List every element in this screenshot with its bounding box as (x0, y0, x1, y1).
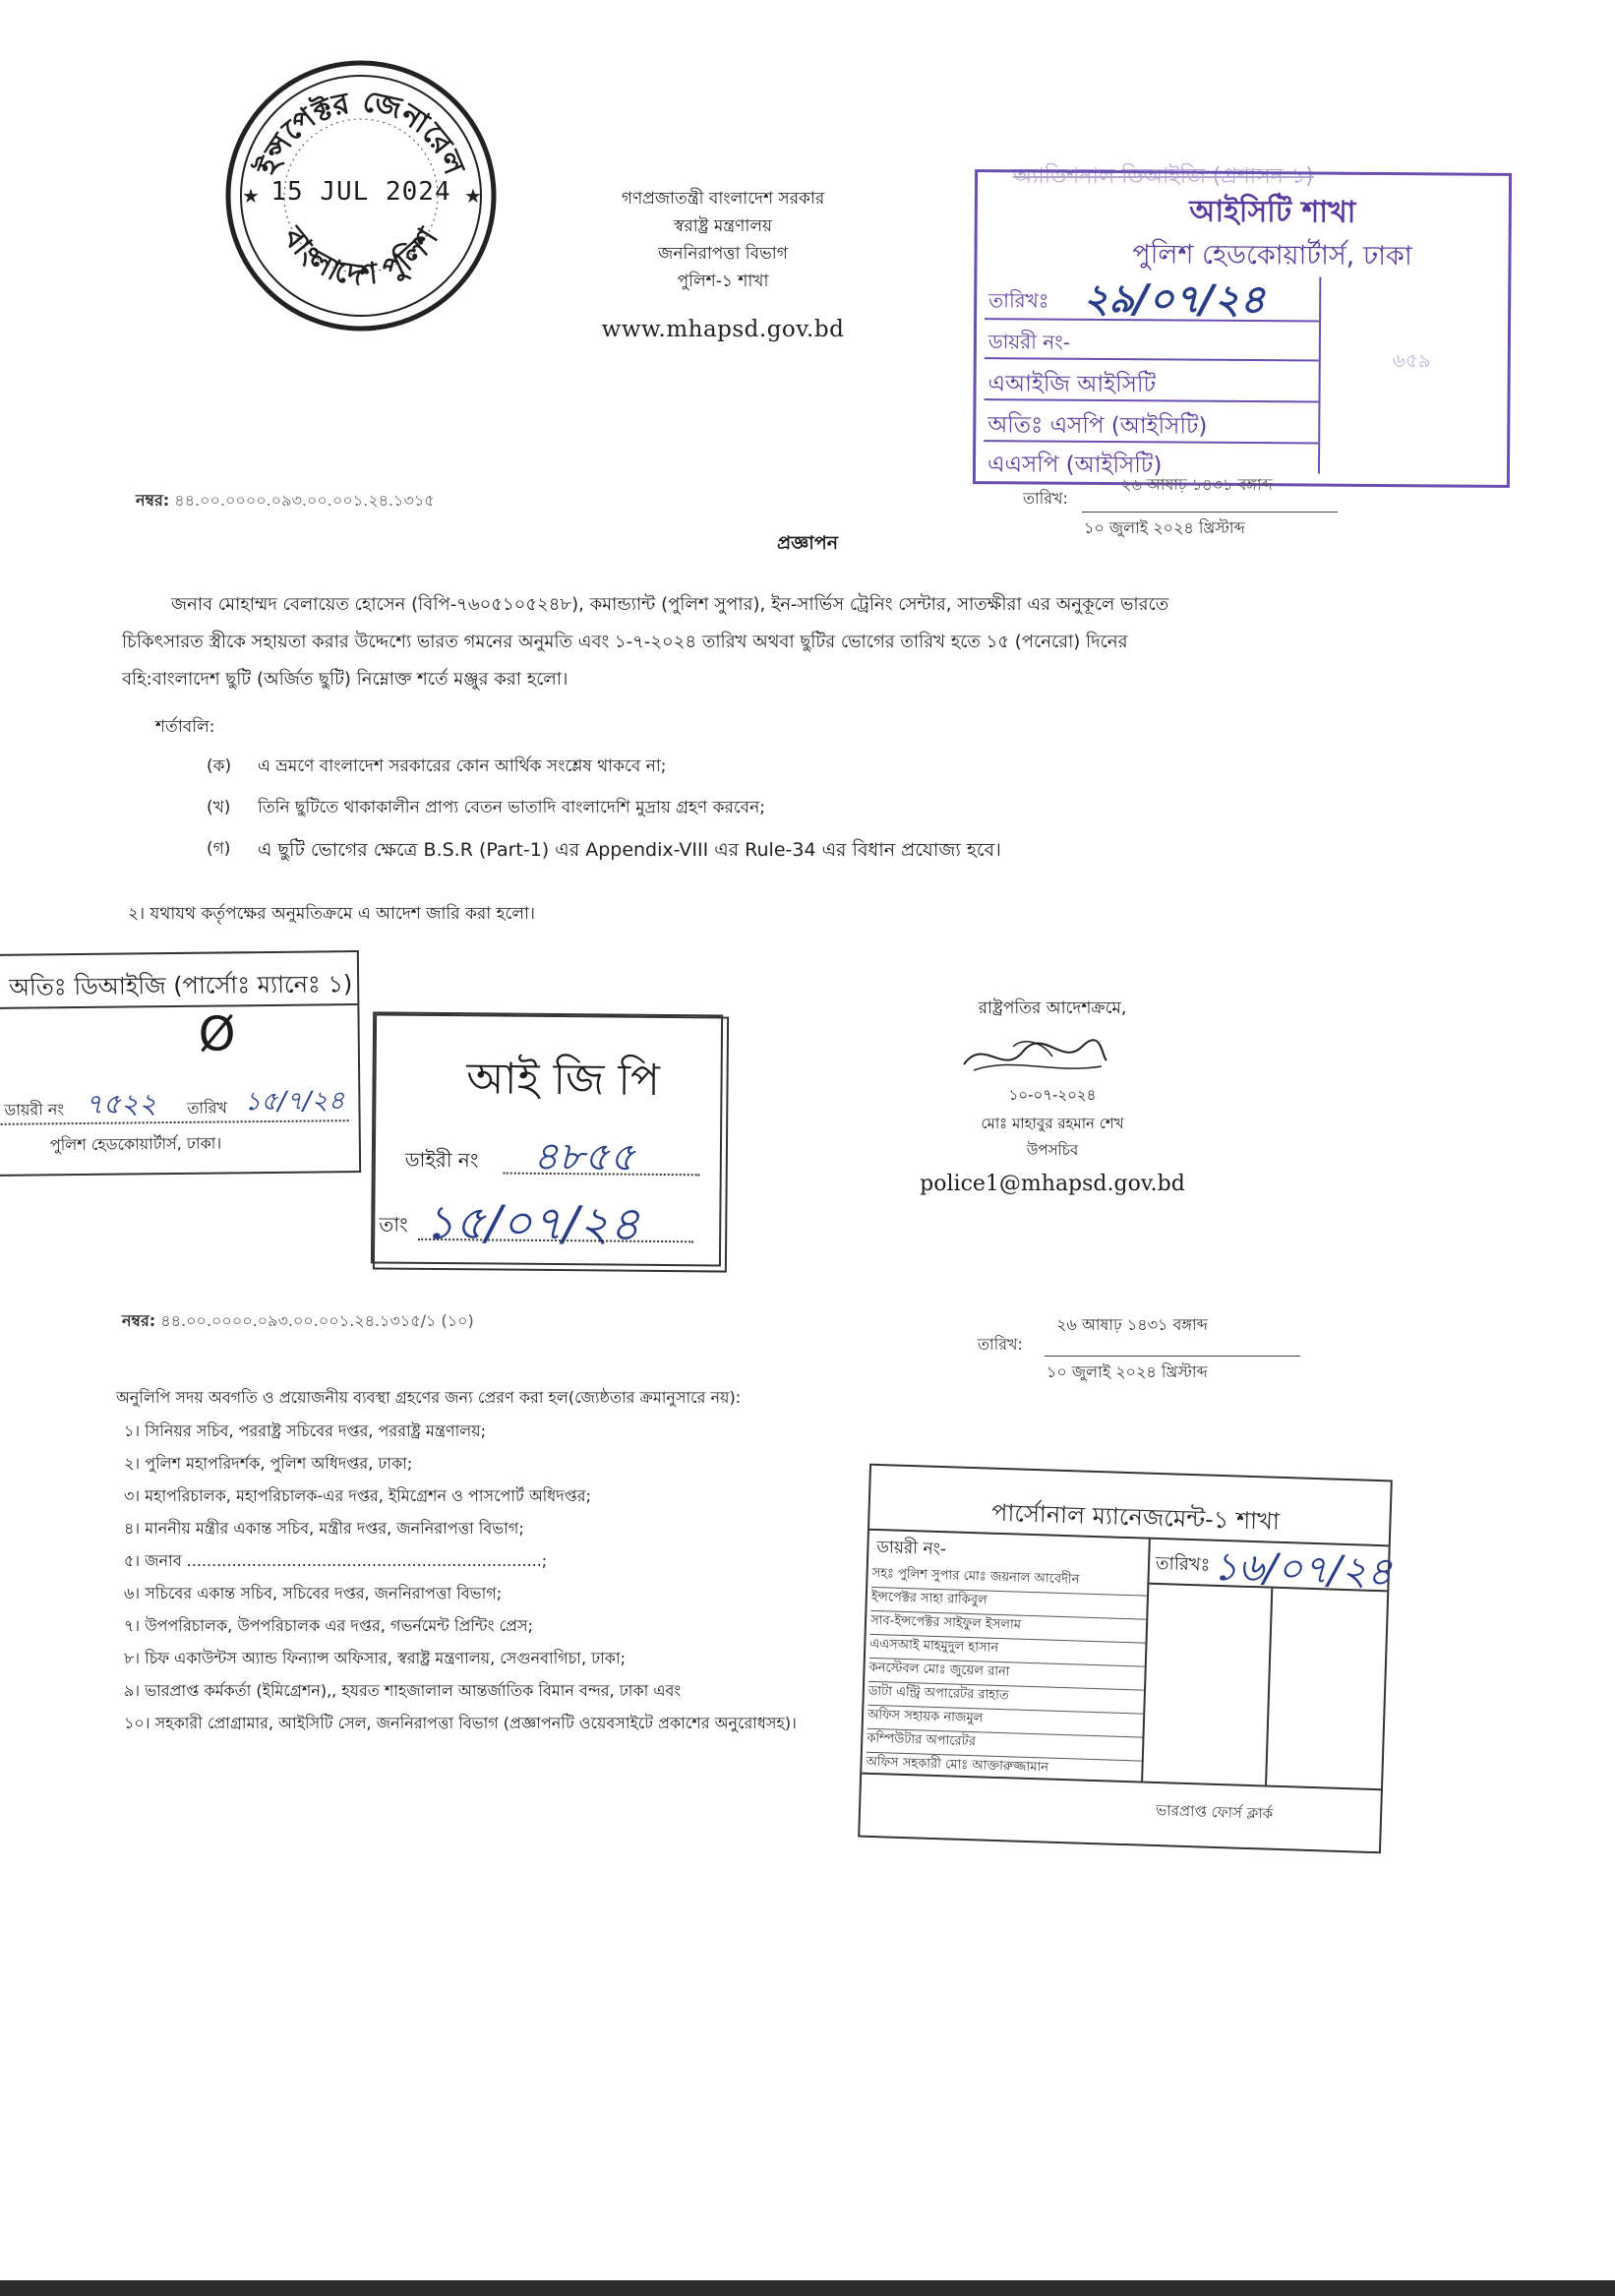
header-section: পুলিশ-১ শাখা (677, 272, 769, 291)
signature-image (846, 1023, 1259, 1080)
ict-row-1 (984, 359, 1318, 402)
copy-to-item: ৪। মাননীয় মন্ত্রীর একান্ত সচিব, মন্ত্রীর দপ্তর, জননিরাপত্তা বিভাগ; (124, 1519, 524, 1538)
ict-stamp-faded-header: অ্যাডিশনাল ডিআইজি (প্রশাসন-১) (1013, 164, 1314, 189)
memo1-date-bangla: ২৬ আষাঢ় ১৪৩১ বঙ্গাব্দ (1121, 475, 1273, 494)
memo1-number-label: নম্বর: (136, 491, 170, 510)
header-ministry: স্বরাষ্ট্র মন্ত্রণালয় (674, 216, 772, 236)
copy-to-intro: অনুলিপি সদয় অবগতি ও প্রয়োজনীয় ব্যবস্থা গ্রহণের জন্য প্রেরণ করা হল(জ্যেষ্ঠতার ক্রমানুসারে নয়): (116, 1388, 742, 1407)
pm-row: অফিস সহায়ক নাজমুল (867, 1706, 1144, 1738)
memo1-number-row (136, 488, 435, 514)
body-paragraph-2: ২। যথাযথ কর্তৃপক্ষের অনুমতিক্রমে এ আদেশ জারি করা হলো। (128, 904, 536, 924)
scan-bottom-edge (0, 2280, 1615, 2296)
body-line-3: বহি:বাংলাদেশ ছুটি (অর্জিত ছুটি) নিম্নোক্ত শর্তে মঞ্জুর করা হলো। (122, 669, 568, 690)
memo1-date-english: ১০ জুলাই ২০২৪ খ্রিস্টাব্দ (1084, 518, 1245, 537)
signature-designation: উপসচিব (1026, 1141, 1079, 1159)
addl-dig-date-label: তারিখ (187, 1098, 228, 1118)
seal-star-left: ★ (242, 184, 260, 208)
condition-mark: (খ) (207, 798, 231, 817)
inspector-general-seal (218, 53, 504, 338)
pm-row: ইন্সপেক্টর সাহা রাকিবুল (870, 1588, 1147, 1620)
ict-date-handwritten: ২৯/০৭/২৪ (1083, 275, 1266, 324)
addl-dig-date: ১৫/৭/২৪ (244, 1086, 345, 1118)
addl-dig-diary-row (0, 1088, 348, 1125)
pm-stamp-title: পার্সোনাল ম্যানেজমেন্ট-১ শাখা (990, 1498, 1281, 1536)
signature-email: police1@mhapsd.gov.bd (920, 1172, 1185, 1196)
memo2-date-english: ১০ জুলাই ২০২৪ খ্রিস্টাব্দ (1047, 1362, 1208, 1381)
pm-row: ডাটা এন্ট্রি অপারেটর রাহাত (867, 1682, 1144, 1715)
signature-block (846, 996, 1259, 1196)
ict-row-3-text: এএসপি (আইসিটি) (987, 452, 1163, 479)
document-title: প্রজ্ঞাপন (776, 532, 839, 554)
addl-dig-stamp (0, 950, 361, 1177)
pm-row: কনস্টেবল মোঃ জুয়েল রানা (868, 1659, 1145, 1691)
pm-rows (866, 1564, 1148, 1784)
condition-text: এ ছুটি ভোগের ক্ষেত্রে B.S.R (Part-1) এর Appendix-VIII এর Rule-34 এর বিধান প্রযোজ্য হবে। (258, 839, 1001, 861)
memo2-number-row (122, 1308, 474, 1335)
condition-text: তিনি ছুটিতে থাকাকালীন প্রাপ্য বেতন ভাতাদি বাংলাদেশি মুদ্রায় গ্রহণ করবেন; (258, 798, 765, 817)
condition-item (207, 795, 1190, 836)
pm-stamp-footer: ভারপ্রাপ্ত ফোর্স ক্লার্ক (1155, 1801, 1274, 1823)
igp-date-label: তাং (379, 1212, 408, 1237)
igp-date-row (379, 1192, 703, 1252)
svg-text:ইন্সপেক্টর জেনারেল (249, 85, 471, 182)
signature-order-line: রাষ্ট্রপতির আদেশক্রমে, (978, 998, 1127, 1018)
igp-date: ১৫/০৭/২৪ (424, 1194, 640, 1252)
copy-to-item: ৯। ভারপ্রাপ্ত কর্মকর্তা (ইমিগ্রেশন),, হযরত শাহজালাল আন্তর্জাতিক বিমান বন্দর, ঢাকা এবং (124, 1681, 682, 1700)
copy-to-item: ১। সিনিয়র সচিব, পররাষ্ট্র সচিবের দপ্তর, পররাষ্ট্র মন্ত্রণালয়; (124, 1421, 486, 1440)
memo1-number: ৪৪.০০.০০০০.০৯৩.০০.০০১.২৪.১৩১৫ (174, 491, 435, 510)
copy-to-item: ৩। মহাপরিচালক, মহাপরিচালক-এর দপ্তর, ইমিগ্রেশন ও পাসপোর্ট অধিদপ্তর; (124, 1486, 591, 1505)
addl-dig-stamp-title: অতিঃ ডিআইজি (পার্সোঃ ম্যানেঃ ১) (9, 970, 353, 1001)
pm-stamp (858, 1464, 1393, 1854)
pm-diary-label: ডায়রী নং- (876, 1538, 947, 1560)
conditions-list (207, 754, 1190, 877)
copy-to-item: ৬। সচিবের একান্ত সচিব, সচিবের দপ্তর, জননিরাপত্তা বিভাগ; (124, 1584, 503, 1602)
ict-row-diary (985, 320, 1319, 361)
copy-to-item: ৮। চিফ একাউন্টস অ্যান্ড ফিন্যান্স অফিসার, স্বরাষ্ট্র মন্ত্রণালয়, সেগুনবাগিচা, ঢাকা; (124, 1649, 627, 1667)
body-line-2: চিকিৎসারত স্ত্রীকে সহায়তা করার উদ্দেশ্যে ভারত গমনের অনুমতি এবং ১-৭-২০২৪ তারিখ অথবা ছুটির ভোগের তারিখ হতে ১৫ (পনেরো) দিনের (122, 632, 1128, 652)
addl-dig-diary-label: ডায়রী নং (4, 1100, 65, 1119)
pm-date-label: তারিখঃ (1155, 1552, 1211, 1576)
condition-mark: (ক) (207, 756, 232, 776)
ict-row-date (985, 274, 1319, 322)
header-division: জননিরাপত্তা বিভাগ (658, 244, 788, 264)
copy-to-section (116, 1381, 962, 1739)
memo1-date-label: তারিখ: (1023, 489, 1068, 508)
header-govt: গণপ্রজাতন্ত্রী বাংলাদেশ সরকার (621, 189, 825, 209)
memo2-date-label: তারিখ: (978, 1335, 1023, 1354)
pm-row: অফিস সহকারী মোঃ আক্তারুজ্জামান (866, 1754, 1049, 1776)
condition-text: এ ভ্রমণে বাংলাদেশ সরকারের কোন আর্থিক সংশ্লেষ থাকবে না; (258, 756, 667, 776)
copy-to-item: ৭। উপপরিচালক, উপপরিচালক এর দপ্তর, গভর্নমেন্ট প্রিন্টিং প্রেস; (124, 1616, 533, 1635)
seal-star-right: ★ (464, 184, 482, 208)
document-header (551, 185, 895, 342)
ict-stamp-table (984, 274, 1498, 481)
conditions-heading: শর্তাবলি: (155, 717, 215, 737)
igp-stamp-title: আই জি পি (466, 1054, 661, 1106)
condition-item (207, 836, 1190, 877)
memo2-date-bangla: ২৬ আষাঢ় ১৪৩১ বঙ্গাব্দ (1056, 1315, 1208, 1334)
ict-row-1-text: এআইজি আইসিটি (987, 371, 1157, 398)
ict-date-label: তারিখঃ (988, 288, 1049, 313)
ict-side-scribble: ৬৫৯ (1392, 348, 1431, 373)
header-website: www.mhapsd.gov.bd (601, 317, 845, 342)
igp-diary-row (404, 1133, 700, 1180)
addl-dig-handwritten-mark: Ø (198, 1006, 236, 1062)
pm-row: কম্পিউটার অপারেটর (867, 1729, 1143, 1762)
signature-name: মোঃ মাহাবুর রহমান শেখ (981, 1115, 1124, 1132)
igp-diary-no: ৪৮৫৫ (532, 1133, 635, 1180)
pm-row: সহঃ পুলিশ সুপার মোঃ জয়নাল আবেদীন (871, 1564, 1148, 1597)
ict-stamp-subtitle: পুলিশ হেডকোয়ার্টার্স, ঢাকা (1132, 239, 1412, 272)
seal-top-text: ইন্সপেক্টর জেনারেল (250, 84, 472, 180)
addl-dig-diary-no: ৭৫২২ (85, 1087, 157, 1120)
condition-item (207, 754, 1190, 795)
seal-date: 15 JUL 2024 (270, 177, 451, 207)
ict-stamp (974, 157, 1511, 487)
condition-mark: (গ) (207, 839, 231, 859)
signature-date: ১০-০৭-২০২৪ (1008, 1086, 1097, 1104)
ict-row-2-text: অতিঃ এসপি (আইসিটি) (987, 412, 1208, 440)
copy-to-item: ২। পুলিশ মহাপরিদর্শক, পুলিশ অধিদপ্তর, ঢাকা; (124, 1454, 413, 1473)
ict-diary-label: ডায়রী নং- (987, 330, 1071, 354)
ict-stamp-title: আইসিটি শাখা (1189, 194, 1356, 230)
seal-bottom-text: বাংলাদেশ পুলিশ (275, 220, 446, 293)
igp-diary-label: ডাইরী নং (404, 1147, 479, 1173)
ict-row-2 (984, 400, 1318, 444)
ict-stamp-box (973, 169, 1512, 488)
memo2-number: ৪৪.০০.০০০০.০৯৩.০০.০০১.২৪.১৩১৫/১ (১০) (160, 1311, 474, 1330)
pm-date: ১৬/০৭/২৪ (1212, 1543, 1394, 1596)
body-paragraph-1 (122, 586, 1322, 698)
copy-to-item: ৫। জনাব .......................................................................; (124, 1551, 548, 1570)
copy-to-list (116, 1415, 962, 1739)
signature-scribble (954, 1027, 1111, 1084)
addl-dig-stamp-footer: পুলিশ হেডকোয়ার্টার্স, ঢাকা। (49, 1133, 222, 1155)
svg-text:বাংলাদেশ পুলিশ (275, 220, 447, 293)
pm-row: সাব-ইন্সপেক্টর সাইফুল ইসলাম (870, 1611, 1147, 1644)
pm-row: এএসআই মাহমুদুল হাসান (869, 1635, 1146, 1667)
memo2-number-label: নম্বর: (122, 1311, 156, 1330)
copy-to-item: ১০। সহকারী প্রোগ্রামার, আইসিটি সেল, জননিরাপত্তা বিভাগ (প্রজ্ঞাপনটি ওয়েবসাইটে প্রকাশের অনুরোধসহ)। (124, 1714, 797, 1732)
body-line-1: জনাব মোহাম্মদ বেলায়েত হোসেন (বিপি-৭৬০৫১০৫২৪৮), কমান্ড্যান্ট (পুলিশ সুপার), ইন-সার্ভিস ট্রেনিং সেন্টার, সাতক্ষীরা এর অনুকূলে ভারতে (171, 594, 1169, 615)
igp-stamp (373, 1013, 729, 1272)
